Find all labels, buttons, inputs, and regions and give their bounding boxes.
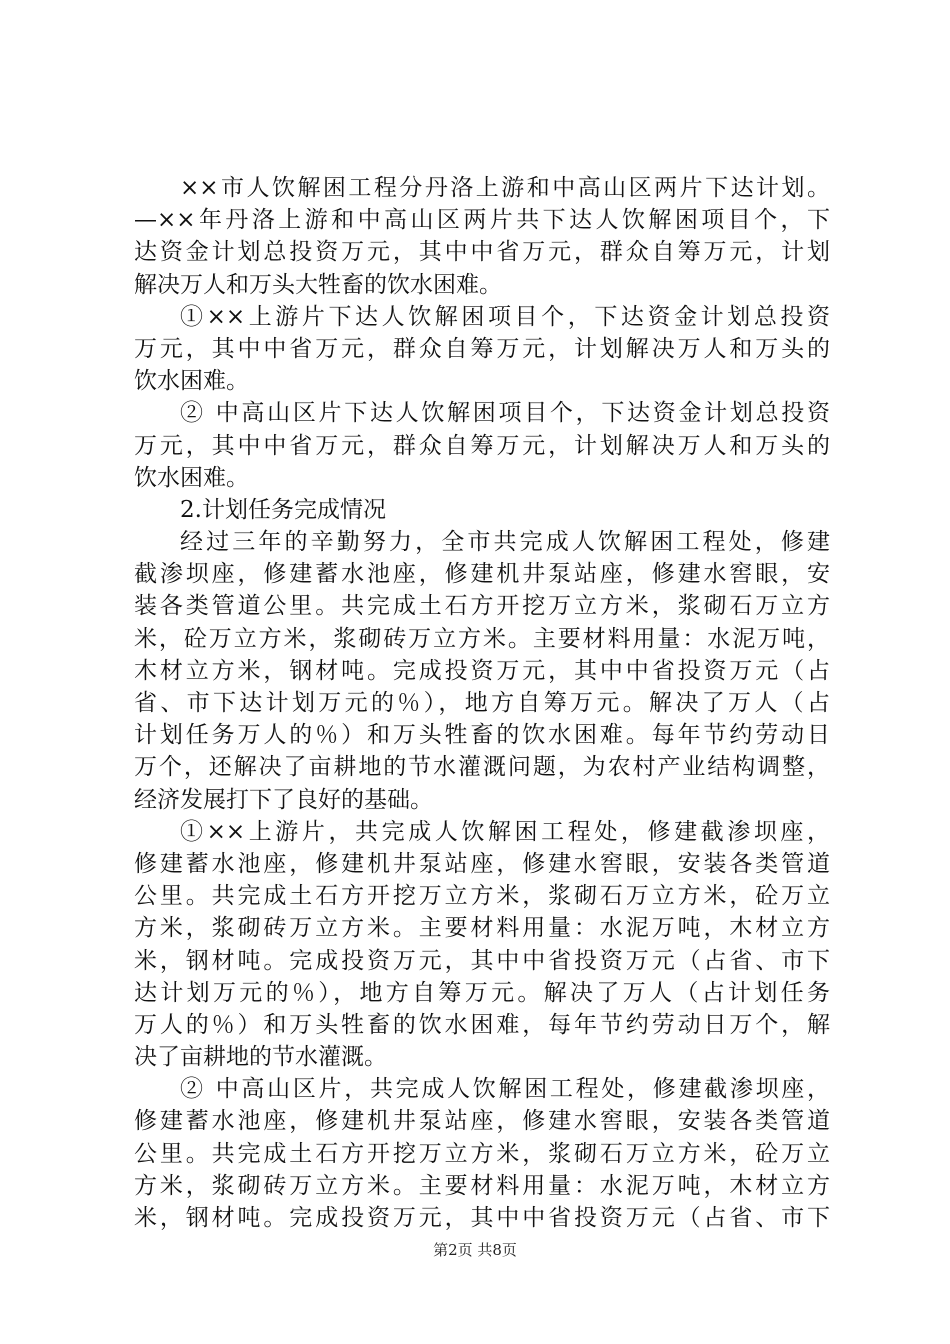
- text-line: 饮水困难。: [134, 464, 249, 491]
- text-line: 省、市下达计划万元的％），地方自筹万元。解决了万人（占: [134, 690, 830, 716]
- text-line: 公里。共完成土石方开挖万立方米，浆砌石万立方米，砼万立: [134, 883, 830, 910]
- text-line: —××年丹洛上游和中高山区两片共下达人饮解困项目个，下: [134, 207, 830, 234]
- paragraph: [134, 301, 830, 398]
- text-line: 方米，浆砌砖万立方米。主要材料用量：水泥万吨，木材立方: [134, 1172, 830, 1199]
- text-line: 经济发展打下了良好的基础。: [134, 786, 433, 813]
- text-line: 米，钢材吨。完成投资万元，其中中省投资万元（占省、市下: [134, 1205, 830, 1231]
- text-line: 米，钢材吨。完成投资万元，其中中省投资万元（占省、市下: [134, 947, 830, 974]
- text-line: 木材立方米，钢材吨。完成投资万元，其中中省投资万元（占: [134, 657, 830, 684]
- text-line: 万人的％）和万头牲畜的饮水困难，每年节约劳动日万个，解: [134, 1011, 830, 1038]
- text-line: 米，砼万立方米，浆砌砖万立方米。主要材料用量：水泥万吨，: [134, 625, 830, 652]
- text-line: 公里。共完成土石方开挖万立方米，浆砌石万立方米，砼万立: [134, 1140, 830, 1167]
- text-line: 2.计划任务完成情况: [180, 496, 386, 523]
- text-line: 解决万人和万头大牲畜的饮水困难。: [134, 271, 502, 298]
- text-line: 决了亩耕地的节水灌溉。: [134, 1044, 387, 1071]
- paragraph: [134, 816, 830, 1074]
- text-line: 经过三年的辛勤努力，全市共完成人饮解困工程处，修建: [180, 529, 830, 556]
- paragraph: [134, 1073, 830, 1234]
- page-footer: 第2页 共8页: [433, 1241, 517, 1259]
- text-line: 万元，其中中省万元，群众自筹万元，计划解决万人和万头的: [134, 335, 830, 362]
- text-line: 达计划万元的％），地方自筹万元。解决了万人（占计划任务: [134, 979, 830, 1006]
- text-line: 截渗坝座，修建蓄水池座，修建机井泵站座，修建水窖眼，安: [134, 561, 830, 588]
- document-body: [134, 172, 830, 1234]
- paragraph: [134, 397, 830, 494]
- text-line: 方米，浆砌砖万立方米。主要材料用量：水泥万吨，木材立方: [134, 915, 830, 942]
- text-line: ② 中高山区片下达人饮解困项目个，下达资金计划总投资: [180, 400, 830, 427]
- text-line: 修建蓄水池座，修建机井泵站座，修建水窖眼，安装各类管道: [134, 850, 830, 877]
- text-line: ①××上游片下达人饮解困项目个，下达资金计划总投资: [180, 303, 830, 330]
- paragraph: [134, 526, 830, 816]
- text-line: ② 中高山区片，共完成人饮解困工程处，修建截渗坝座，: [180, 1076, 830, 1103]
- paragraph: [134, 494, 830, 526]
- text-line: 达资金计划总投资万元，其中中省万元，群众自筹万元，计划: [134, 239, 830, 266]
- text-line: 万元，其中中省万元，群众自筹万元，计划解决万人和万头的: [134, 432, 830, 459]
- text-line: ××市人饮解困工程分丹洛上游和中高山区两片下达计划。: [180, 175, 830, 201]
- text-line: ①××上游片，共完成人饮解困工程处，修建截渗坝座，: [180, 818, 830, 845]
- text-line: 修建蓄水池座，修建机井泵站座，修建水窖眼，安装各类管道: [134, 1108, 830, 1135]
- text-line: 万个，还解决了亩耕地的节水灌溉问题，为农村产业结构调整，: [134, 754, 830, 781]
- text-line: 饮水困难。: [134, 368, 249, 395]
- text-line: 计划任务万人的％）和万头牲畜的饮水困难。每年节约劳动日: [134, 722, 830, 749]
- text-line: 装各类管道公里。共完成土石方开挖万立方米，浆砌石万立方: [134, 593, 830, 620]
- paragraph: [134, 172, 830, 301]
